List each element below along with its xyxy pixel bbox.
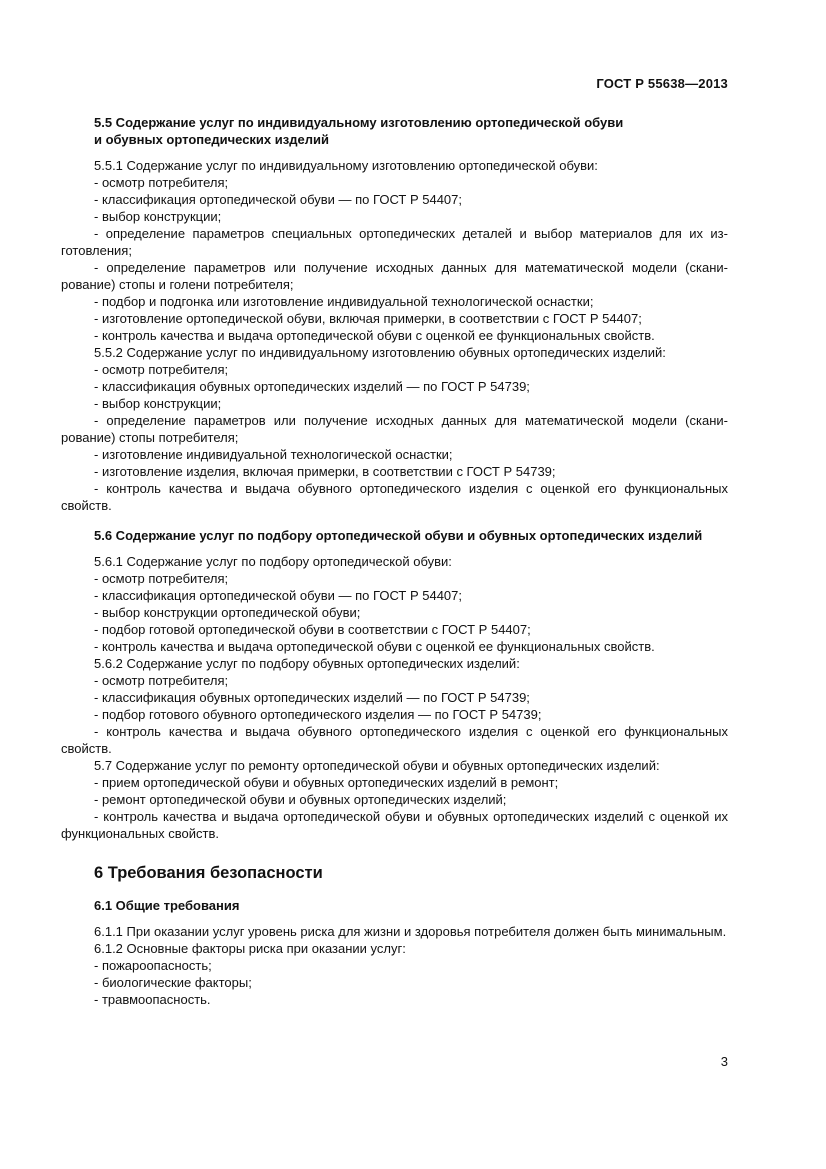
page-number: 3: [720, 1054, 728, 1069]
list-item: - контроль качества и выдача ортопедической обуви с оценкой ее функциональных свойств.: [94, 639, 655, 654]
list-item: - изготовление ортопедической обуви, включая примерки, в соответствии с ГОСТ Р 54407;: [94, 311, 642, 326]
section-5-6-title: 5.6 Содержание услуг по подбору ортопедической обуви и обувных ортопедических изделий: [94, 528, 703, 543]
paragraph-5-6-2: 5.6.2 Содержание услуг по подбору обувных ортопедических изделий:: [94, 656, 520, 671]
list-item: - прием ортопедической обуви и обувных ортопедических изделий в ремонт;: [94, 775, 559, 790]
paragraph-5-6-1: 5.6.1 Содержание услуг по подбору ортопедической обуви:: [94, 554, 452, 569]
list-item: - осмотр потребителя;: [94, 175, 229, 190]
list-item: - выбор конструкции ортопедической обуви;: [94, 605, 361, 620]
section-6-1-title: 6.1 Общие требования: [94, 898, 240, 913]
list-item: - определение параметров специальных ортопедических деталей и выбор материалов для их изготовления;: [61, 226, 728, 258]
list-item: - классификация ортопедической обуви — по ГОСТ Р 54407;: [94, 192, 462, 207]
paragraph-5-5-2: 5.5.2 Содержание услуг по индивидуальному изготовлению обувных ортопедических изделий:: [94, 345, 666, 360]
list-item: - осмотр потребителя;: [94, 571, 229, 586]
list-item: - выбор конструкции;: [94, 396, 222, 411]
list-item: - контроль качества и выдача ортопедической обуви с оценкой ее функциональных свойств.: [94, 328, 655, 343]
list-item: - контроль качества и выдача обувного ортопедического изделия с оценкой его функциональных свойств.: [61, 724, 728, 756]
list-item: - определение параметров или получение исходных данных для математической модели (сканирование) стопы и голени потребителя;: [61, 260, 728, 292]
list-item: - подбор готовой ортопедической обуви в соответствии с ГОСТ Р 54407;: [94, 622, 531, 637]
list-item: - пожароопасность;: [94, 958, 212, 973]
list-item: - классификация ортопедической обуви — по ГОСТ Р 54407;: [94, 588, 462, 603]
section-5-5-title-line-2: и обувных ортопедических изделий: [94, 132, 329, 147]
paragraph-6-1-2: 6.1.2 Основные факторы риска при оказании услуг:: [94, 941, 406, 956]
list-item: - классификация обувных ортопедических изделий — по ГОСТ Р 54739;: [94, 379, 530, 394]
list-item: - подбор и подгонка или изготовление индивидуальной технологической оснастки;: [94, 294, 594, 309]
list-item: - подбор готового обувного ортопедического изделия — по ГОСТ Р 54739;: [94, 707, 542, 722]
paragraph-6-1-1: 6.1.1 При оказании услуг уровень риска для жизни и здоровья потребителя должен быть минимальным.: [94, 924, 727, 939]
document-code: ГОСТ Р 55638—2013: [596, 76, 728, 91]
section-5-5-title-line-1: 5.5 Содержание услуг по индивидуальному изготовлению ортопедической обуви: [94, 115, 624, 130]
section-6-title: 6 Требования безопасности: [94, 864, 323, 882]
paragraph-5-7: 5.7 Содержание услуг по ремонту ортопедической обуви и обувных ортопедических изделий:: [94, 758, 660, 773]
list-item: - осмотр потребителя;: [94, 673, 229, 688]
list-item: - классификация обувных ортопедических изделий — по ГОСТ Р 54739;: [94, 690, 530, 705]
paragraph-5-5-1: 5.5.1 Содержание услуг по индивидуальному изготовлению ортопедической обуви:: [94, 158, 598, 173]
list-item: - биологические факторы;: [94, 975, 252, 990]
list-item: - контроль качества и выдача ортопедической обуви и обувных ортопедических изделий с оценкой их функциональных свойств.: [61, 809, 728, 841]
page-content: [61, 114, 728, 1008]
list-item: - выбор конструкции;: [94, 209, 222, 224]
list-item: - осмотр потребителя;: [94, 362, 229, 377]
list-item: - контроль качества и выдача обувного ортопедического изделия с оценкой его функциональных свойств.: [61, 481, 728, 513]
list-item: - ремонт ортопедической обуви и обувных ортопедических изделий;: [94, 792, 507, 807]
list-item: - изготовление изделия, включая примерки, в соответствии с ГОСТ Р 54739;: [94, 464, 556, 479]
list-item: - определение параметров или получение исходных данных для математической модели (сканирование) стопы потребителя;: [61, 413, 728, 445]
list-item: - изготовление индивидуальной технологической оснастки;: [94, 447, 453, 462]
list-item: - травмоопасность.: [94, 992, 211, 1007]
